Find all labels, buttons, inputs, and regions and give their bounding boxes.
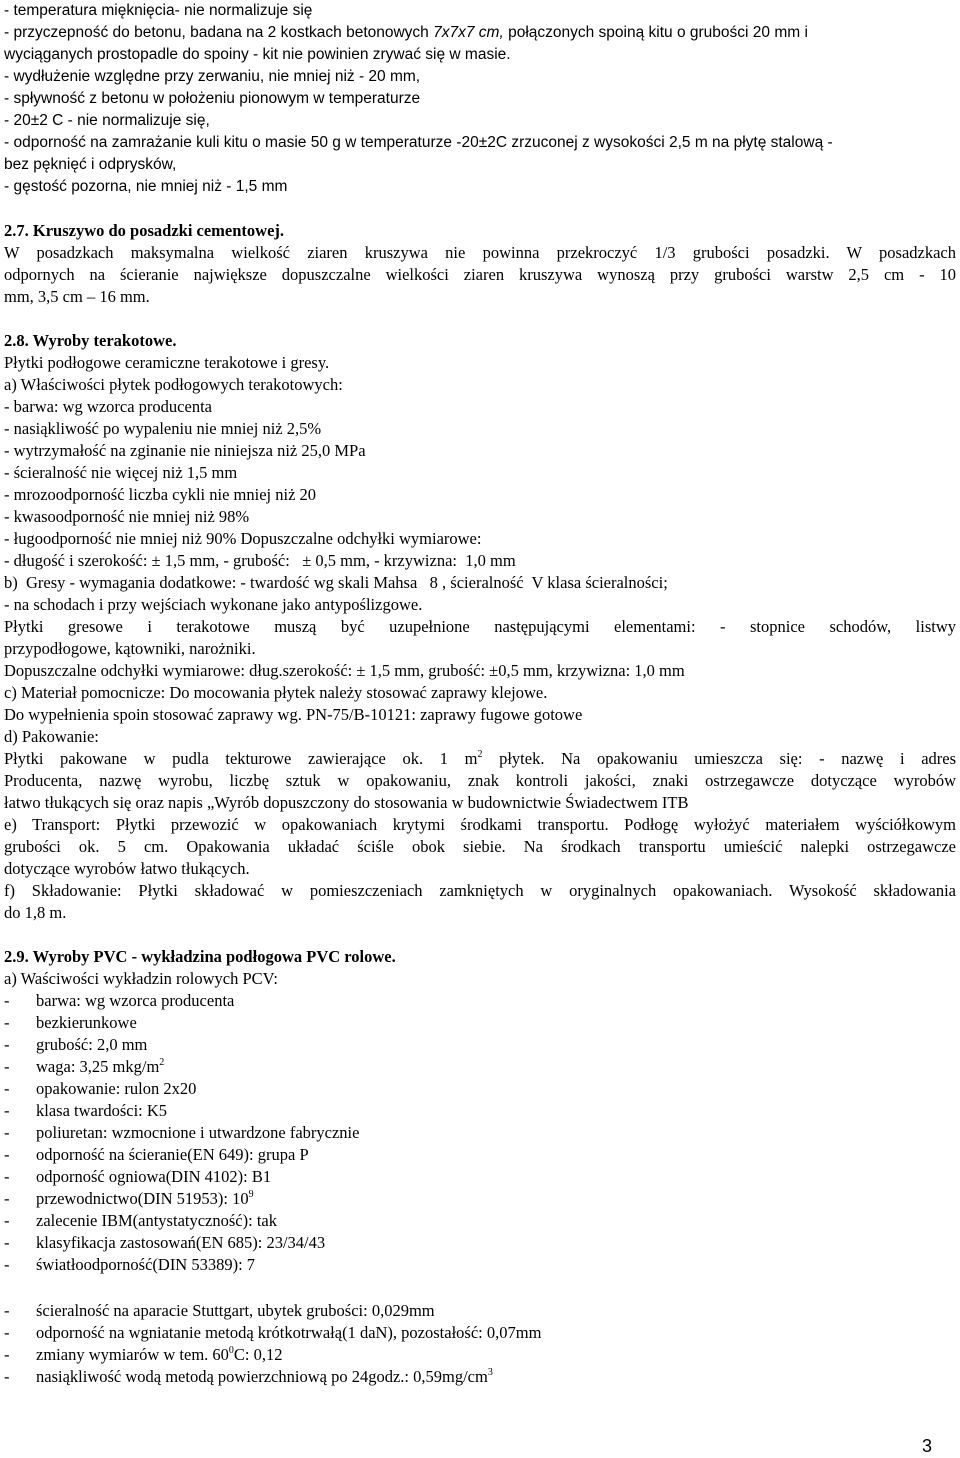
pvc-property-item [4, 1300, 435, 1322]
list-dash: - [4, 991, 10, 1010]
pvc-property-item [4, 1078, 196, 1100]
pvc-property-item [4, 1366, 493, 1388]
list-dash: - [4, 1211, 10, 1230]
list-dash: - [4, 1079, 10, 1098]
superscript: 9 [248, 1189, 254, 1200]
section-2-8-line: - długość i szerokość: ± 1,5 mm, - grubość: ± 0,5 mm, - krzywizna: 1,0 mm [4, 551, 516, 570]
intro-line-7: - odporność na zamrażanie kuli kitu o masie 50 g w temperaturze -20±2C zrzuconej z wysokości 2,5 m na płytę stalową - [4, 134, 833, 151]
pvc-property-text: klasa twardości: K5 [36, 1101, 168, 1120]
section-2-8-line: - kwasoodporność nie mniej niż 98% [4, 507, 250, 526]
section-2-8-transport-line-1: e) Transport: Płytki przewozić w opakowaniach krytymi środkami transportu. Podłogę wyłożyć materiałem wyściółkowym [4, 815, 956, 834]
list-dash: - [4, 1057, 10, 1076]
list-dash: - [4, 1301, 10, 1320]
pvc-property-item [4, 1322, 541, 1344]
pvc-property-text: przewodnictwo(DIN 51953): 10 [36, 1189, 249, 1208]
list-dash: - [4, 1323, 10, 1342]
page-number: 3 [922, 1436, 933, 1456]
section-2-8-line: - na schodach i przy wejściach wykonane jako antypoślizgowe. [4, 595, 423, 614]
pvc-property-text: grubość: 2,0 mm [36, 1035, 148, 1054]
pvc-property-item [4, 1166, 271, 1188]
intro-line-3: wyciąganych prostopadle do spoiny - kit nie powinien zrywać się w masie. [4, 46, 511, 63]
intro-line-1: - temperatura mięknięcia- nie normalizuje się [4, 2, 313, 19]
section-2-8-line: a) Właściwości płytek podłogowych terakotowych: [4, 375, 343, 394]
section-2-8-line: Dopuszczalne odchyłki wymiarowe: dług.szerokość: ± 1,5 mm, grubość: ±0,5 mm, krzywizna: 1,0 mm [4, 661, 685, 680]
pvc-property-text: bezkierunkowe [36, 1013, 137, 1032]
section-2-8-line: - nasiąkliwość po wypaleniu nie mniej niż 2,5% [4, 419, 322, 438]
superscript: 2 [477, 749, 483, 760]
pvc-property-text: odporność na wgniatanie metodą krótkotrwałą(1 daN), pozostałość: 0,07mm [36, 1323, 542, 1342]
pvc-property-text: światłoodporność(DIN 53389): 7 [36, 1255, 256, 1274]
list-dash: - [4, 1145, 10, 1164]
section-2-8-line: Płytki podłogowe ceramiczne terakotowe i gresy. [4, 353, 330, 372]
list-dash: - [4, 1101, 10, 1120]
list-dash: - [4, 1123, 10, 1142]
pvc-property-item [4, 1012, 137, 1034]
pvc-property-item [4, 1122, 359, 1144]
section-2-8-storage-line-2: do 1,8 m. [4, 903, 67, 922]
list-dash: - [4, 1233, 10, 1252]
section-2-8-line: - ścieralność nie więcej niż 1,5 mm [4, 463, 238, 482]
superscript: 0 [228, 1345, 234, 1356]
section-2-8-pack-line-3: łatwo tłukących się oraz napis „Wyrób dopuszczony do stosowania w budownictwie Świadectwem ITB [4, 793, 689, 812]
pvc-property-item [4, 1034, 147, 1056]
intro-line-9: - gęstość pozorna, nie mniej niż - 1,5 mm [4, 178, 288, 195]
superscript: 3 [487, 1367, 493, 1378]
pvc-property-text: zmiany wymiarów w tem. 60 [36, 1345, 229, 1364]
section-2-8-line: - barwa: wg wzorca producenta [4, 397, 212, 416]
section-2-8-line: b) Gresy - wymagania dodatkowe: - twardość wg skali Mahsa 8 , ścieralność V klasa ścieralności; [4, 573, 668, 592]
section-2-8-heading: 2.8. Wyroby terakotowe. [4, 331, 177, 350]
pvc-property-item [4, 1254, 255, 1276]
section-2-7-heading: 2.7. Kruszywo do posadzki cementowej. [4, 221, 285, 240]
pvc-property-text-after: C: 0,12 [233, 1345, 283, 1364]
list-dash: - [4, 1189, 10, 1208]
intro-dimension: 7x7x7 cm, [433, 24, 504, 41]
pvc-property-text: waga: 3,25 mkg/m [36, 1057, 160, 1076]
section-2-8-line: c) Materiał pomocnicze: Do mocowania płytek należy stosować zaprawy klejowe. [4, 683, 548, 702]
intro-line-8: bez pęknięć i odprysków, [4, 156, 177, 173]
pvc-property-item [4, 1100, 167, 1122]
section-2-8-gres-line-2: przypodłogowe, kątowniki, narożniki. [4, 639, 256, 658]
list-dash: - [4, 1035, 10, 1054]
pvc-property-text: opakowanie: rulon 2x20 [36, 1079, 197, 1098]
section-2-8-line: Do wypełnienia spoin stosować zaprawy wg. PN-75/B-10121: zaprawy fugowe gotowe [4, 705, 583, 724]
pvc-property-item [4, 1210, 277, 1232]
pvc-property-item [4, 1056, 164, 1078]
pvc-property-text: klasyfikacja zastosowań(EN 685): 23/34/43 [36, 1233, 326, 1252]
section-2-7-para-line-2: odpornych na ścieranie największe dopuszczalne wielkości ziaren kruszywa wynoszą przy grubości warstw 2,5 cm - 10 [4, 265, 956, 284]
list-dash: - [4, 1345, 10, 1364]
section-2-8-pack-line-2: Producenta, nazwę wyrobu, liczbę sztuk w opakowaniu, znak kontroli jakości, znaki ostrzegawcze dotyczące wyrobów [4, 771, 956, 790]
pvc-property-text: odporność na ścieranie(EN 649): grupa P [36, 1145, 309, 1164]
pvc-property-text: odporność ogniowa(DIN 4102): B1 [36, 1167, 272, 1186]
intro-line-6: - 20±2 C - nie normalizuje się, [4, 112, 210, 129]
section-2-8-line: - ługoodporność nie mniej niż 90% Dopuszczalne odchyłki wymiarowe: [4, 529, 482, 548]
section-2-8-line: d) Pakowanie: [4, 727, 99, 746]
list-dash: - [4, 1367, 10, 1386]
pvc-property-text: barwa: wg wzorca producenta [36, 991, 235, 1010]
section-2-8-line: - wytrzymałość na zginanie nie niniejsza niż 25,0 MPa [4, 441, 366, 460]
intro-line-2: - przyczepność do betonu, badana na 2 kostkach betonowych 7x7x7 cm, połączonych spoiną kitu o grubości 20 mm i [4, 24, 808, 41]
section-2-8-transport-line-3: dotyczące wyrobów łatwo tłukących. [4, 859, 250, 878]
pvc-property-text: poliuretan: wzmocnione i utwardzone fabrycznie [36, 1123, 360, 1142]
section-2-9-intro: a) Waściwości wykładzin rolowych PCV: [4, 969, 278, 988]
section-2-9-heading: 2.9. Wyroby PVC - wykładzina podłogowa PVC rolowe. [4, 947, 396, 966]
pvc-property-text: nasiąkliwość wodą metodą powierzchniową po 24godz.: 0,59mg/cm [36, 1367, 488, 1386]
section-2-8-transport-line-2: grubości ok. 5 cm. Opakowania układać ściśle obok siebie. Na środkach transportu umieścić nalepki ostrzegawcze [4, 837, 956, 856]
superscript: 2 [159, 1057, 165, 1068]
intro-line-4: - wydłużenie względne przy zerwaniu, nie mniej niż - 20 mm, [4, 68, 421, 85]
section-2-7-para-line-3: mm, 3,5 cm – 16 mm. [4, 287, 150, 306]
section-2-8-line: - mrozoodporność liczba cykli nie mniej niż 20 [4, 485, 317, 504]
pvc-property-item [4, 990, 234, 1012]
list-dash: - [4, 1255, 10, 1274]
section-2-8-gres-line-1: Płytki gresowe i terakotowe muszą być uzupełnione następującymi elementami: - stopnice schodów, listwy [4, 617, 956, 636]
section-2-8-storage-line-1: f) Składowanie: Płytki składować w pomieszczeniach zamkniętych w oryginalnych opakowaniach. Wysokość składowania [4, 881, 956, 900]
section-2-8-pack-line-1: Płytki pakowane w pudla tekturowe zawierające ok. 1 $m^2$ płytek. Na opakowaniu umieszcza się: - nazwę i adres [4, 749, 957, 768]
pvc-property-item [4, 1232, 325, 1254]
intro-line-5: - spływność z betonu w położeniu pionowym w temperaturze [4, 90, 421, 107]
section-2-7-para-line-1: W posadzkach maksymalna wielkość ziaren kruszywa nie powinna przekroczyć 1/3 grubości posadzki. W posadzkach [4, 243, 956, 262]
pvc-property-text: zalecenie IBM(antystatyczność): tak [36, 1211, 277, 1230]
pvc-property-text: ścieralność na aparacie Stuttgart, ubytek grubości: 0,029mm [36, 1301, 435, 1320]
list-dash: - [4, 1013, 10, 1032]
pvc-property-item [4, 1344, 283, 1366]
list-dash: - [4, 1167, 10, 1186]
pvc-property-item [4, 1188, 254, 1210]
pvc-property-item [4, 1144, 309, 1166]
